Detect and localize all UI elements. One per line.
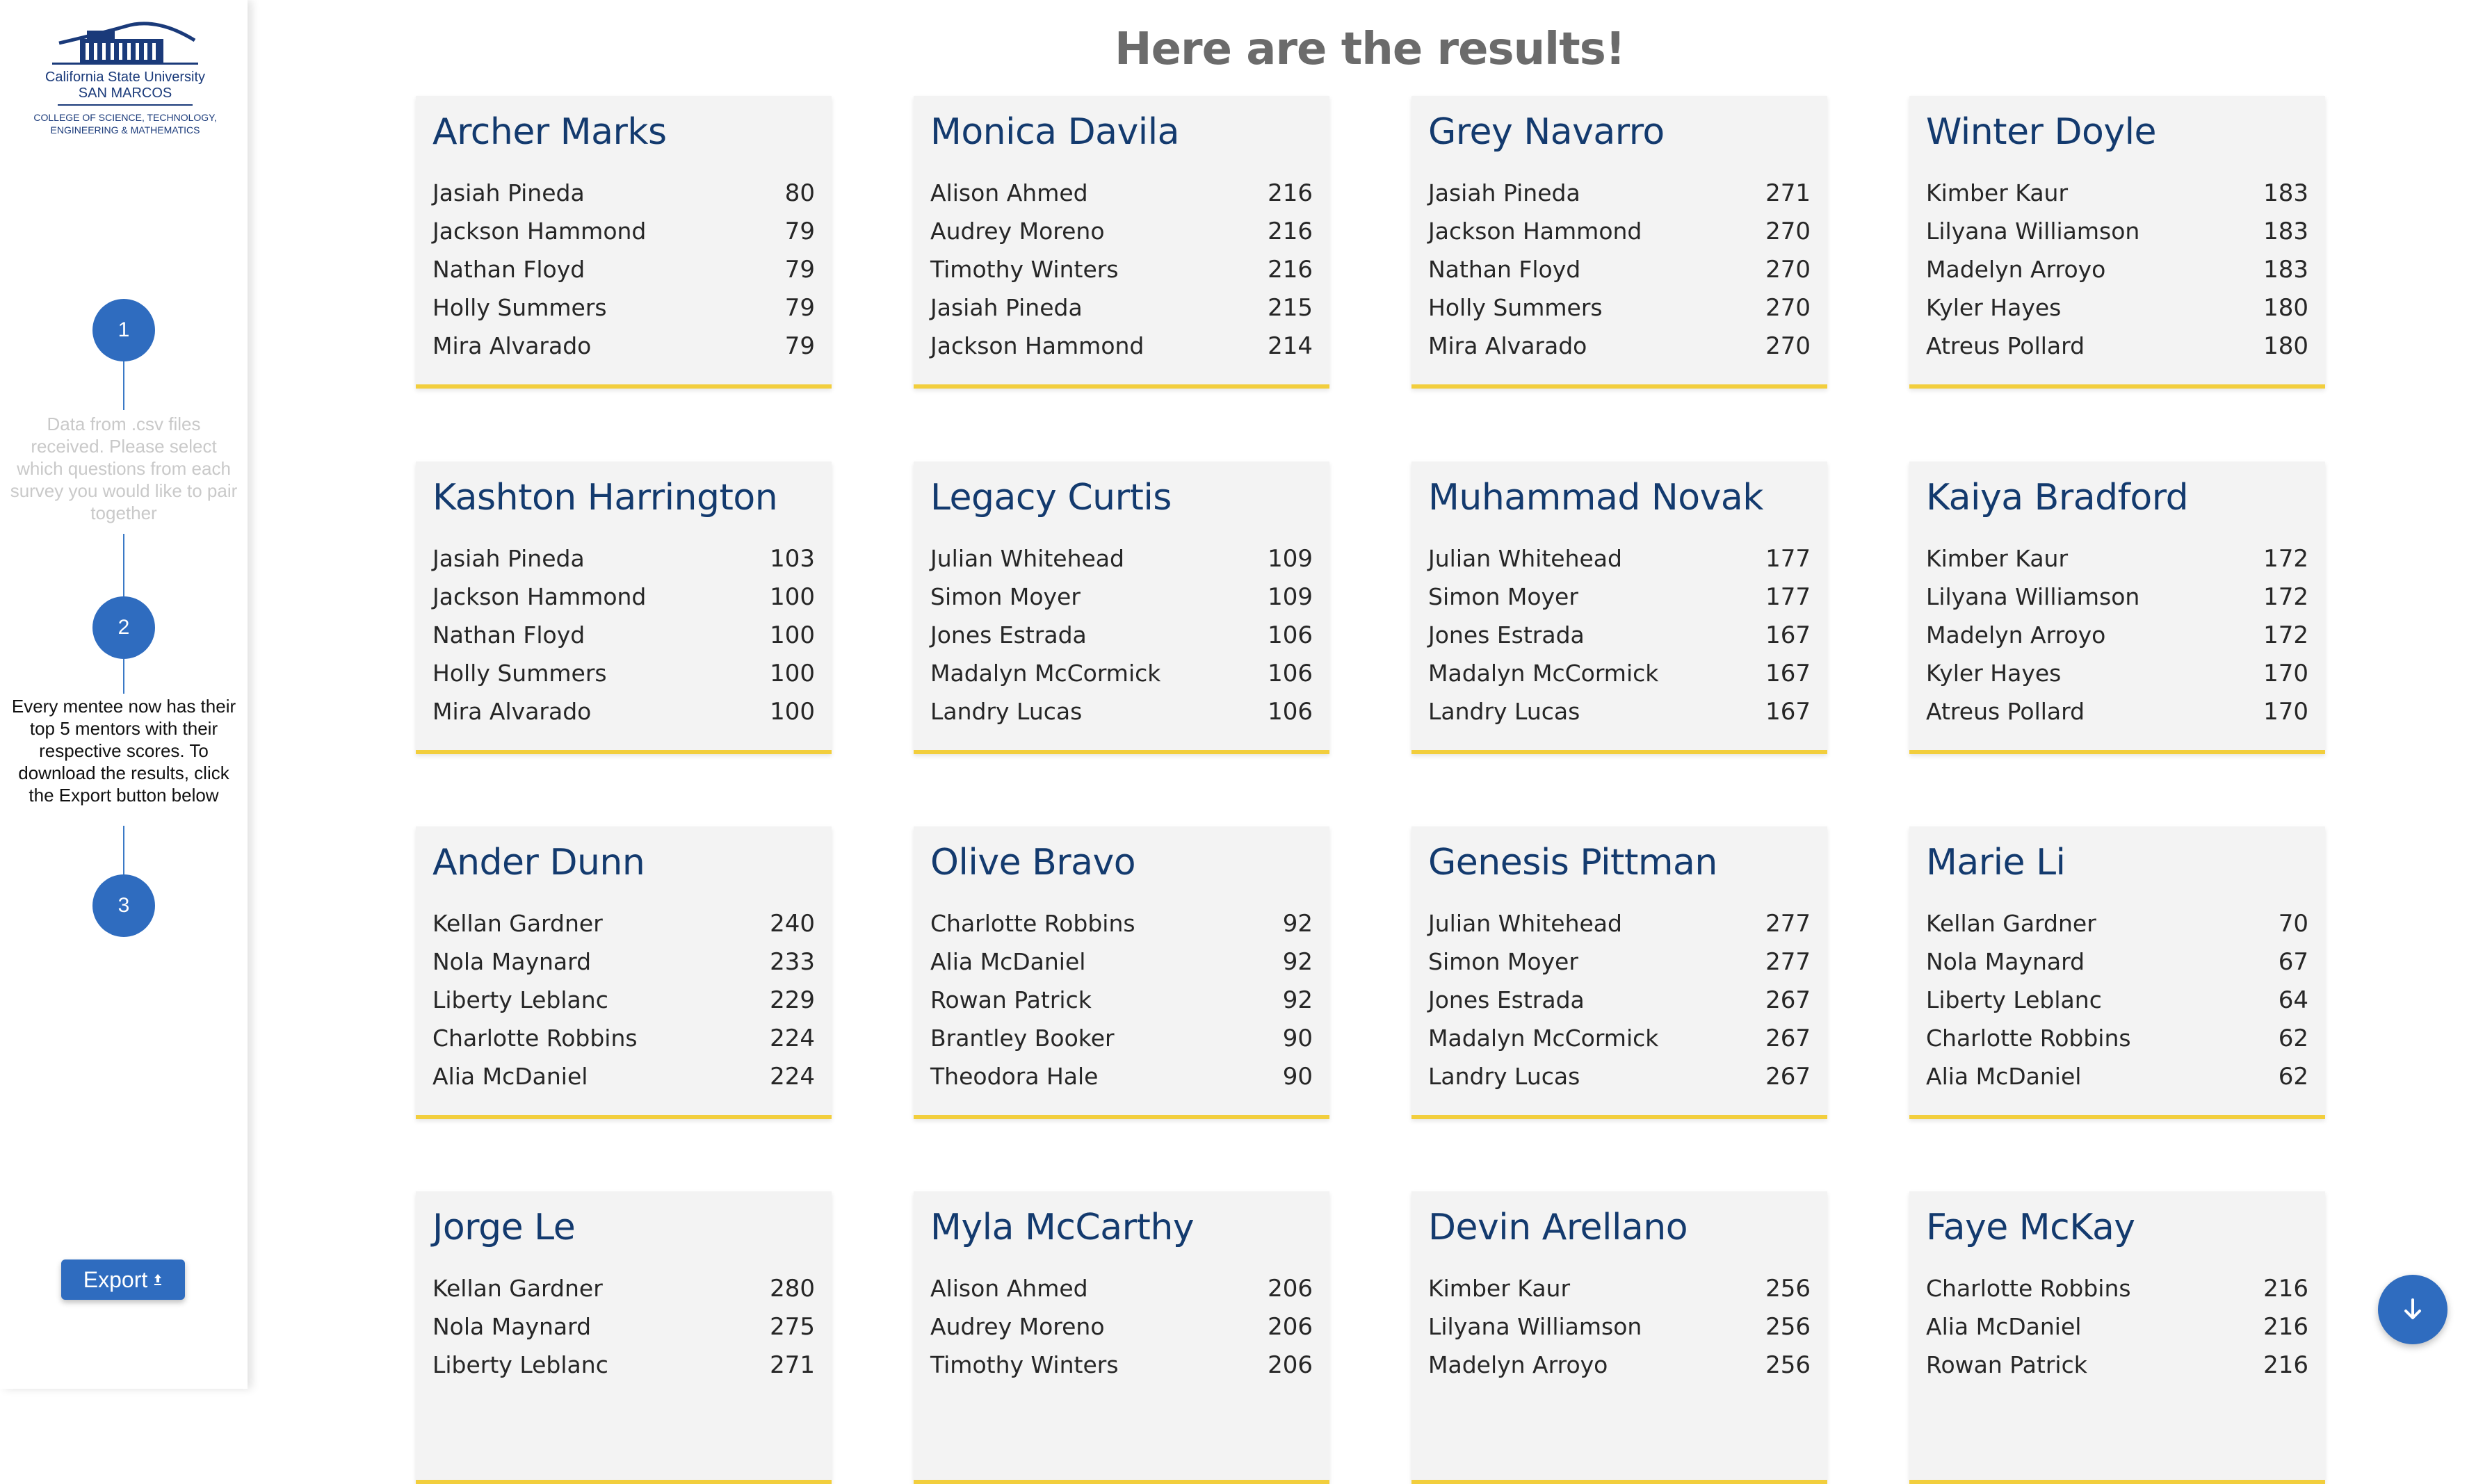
mentor-name: Mira Alvarado bbox=[432, 698, 592, 725]
mentor-score: 215 bbox=[1268, 293, 1313, 322]
mentor-name: Rowan Patrick bbox=[930, 986, 1092, 1013]
mentor-row bbox=[1926, 1269, 2308, 1307]
mentor-score: 90 bbox=[1282, 1024, 1313, 1052]
mentor-row bbox=[1926, 327, 2308, 365]
mentor-name: Nola Maynard bbox=[1926, 948, 2085, 975]
mentor-name: Jasiah Pineda bbox=[930, 294, 1083, 321]
mentor-score: 216 bbox=[1268, 179, 1313, 207]
mentor-row bbox=[1428, 250, 1811, 288]
mentor-name: Jackson Hammond bbox=[930, 332, 1144, 359]
mentor-row bbox=[930, 212, 1313, 250]
mentor-row bbox=[432, 1307, 815, 1346]
mentor-name: Madelyn Arroyo bbox=[1926, 621, 2106, 649]
mentor-score: 167 bbox=[1765, 621, 1811, 649]
mentor-score: 79 bbox=[784, 255, 815, 284]
mentor-score: 183 bbox=[2263, 255, 2308, 284]
mentor-name: Brantley Booker bbox=[930, 1025, 1115, 1052]
mentor-name: Atreus Pollard bbox=[1926, 698, 2085, 725]
mentor-score: 180 bbox=[2263, 293, 2308, 322]
mentor-score: 271 bbox=[770, 1351, 815, 1379]
mentor-score: 256 bbox=[1765, 1312, 1811, 1341]
mentor-score: 270 bbox=[1765, 332, 1811, 360]
mentee-name: Muhammad Novak bbox=[1428, 477, 1763, 519]
mentor-name: Landry Lucas bbox=[1428, 1063, 1580, 1090]
mentor-row bbox=[1428, 1057, 1811, 1095]
mentor-name: Jackson Hammond bbox=[432, 218, 647, 245]
mentor-score: 62 bbox=[2278, 1062, 2308, 1091]
mentor-row bbox=[432, 1019, 815, 1057]
mentor-score: 240 bbox=[770, 909, 815, 938]
mentor-score: 277 bbox=[1765, 909, 1811, 938]
mentor-score: 177 bbox=[1765, 544, 1811, 573]
mentee-card bbox=[1909, 826, 2325, 1119]
mentor-score: 92 bbox=[1282, 909, 1313, 938]
mentor-row bbox=[1428, 327, 1811, 365]
mentee-name: Archer Marks bbox=[432, 111, 667, 153]
mentor-row bbox=[432, 1269, 815, 1307]
step-connector bbox=[123, 826, 124, 874]
mentor-name: Madalyn McCormick bbox=[1428, 1025, 1659, 1052]
mentor-row bbox=[1926, 539, 2308, 578]
mentor-row bbox=[930, 578, 1313, 616]
mentee-name: Winter Doyle bbox=[1926, 111, 2157, 153]
mentor-score: 183 bbox=[2263, 179, 2308, 207]
mentee-card bbox=[416, 826, 832, 1119]
mentor-row bbox=[1926, 904, 2308, 943]
mentor-score: 280 bbox=[770, 1274, 815, 1303]
mentor-score: 256 bbox=[1765, 1274, 1811, 1303]
mentee-card bbox=[416, 462, 832, 754]
mentor-name: Jones Estrada bbox=[1428, 986, 1585, 1013]
mentor-row bbox=[930, 943, 1313, 981]
upload-icon bbox=[153, 1273, 163, 1287]
mentor-row bbox=[1428, 943, 1811, 981]
mentor-name: Madalyn McCormick bbox=[1428, 660, 1659, 687]
mentor-name: Jones Estrada bbox=[1428, 621, 1585, 649]
mentor-score: 92 bbox=[1282, 947, 1313, 976]
mentor-row bbox=[930, 1019, 1313, 1057]
mentor-row bbox=[1926, 288, 2308, 327]
mentor-score: 172 bbox=[2263, 621, 2308, 649]
mentor-score: 270 bbox=[1765, 293, 1811, 322]
mentee-name: Monica Davila bbox=[930, 111, 1180, 153]
mentor-score: 271 bbox=[1765, 179, 1811, 207]
mentor-score: 172 bbox=[2263, 544, 2308, 573]
mentor-row bbox=[432, 943, 815, 981]
mentor-score: 256 bbox=[1765, 1351, 1811, 1379]
mentor-name: Simon Moyer bbox=[930, 583, 1081, 610]
step-1-indicator: 1 bbox=[92, 299, 155, 361]
mentor-name: Madelyn Arroyo bbox=[1428, 1351, 1608, 1378]
mentor-name: Jasiah Pineda bbox=[432, 545, 585, 572]
mentor-score: 64 bbox=[2278, 986, 2308, 1014]
mentor-name: Kyler Hayes bbox=[1926, 660, 2062, 687]
mentor-row bbox=[930, 539, 1313, 578]
step-connector bbox=[123, 534, 124, 596]
sidebar bbox=[0, 0, 248, 1389]
mentor-name: Landry Lucas bbox=[1428, 698, 1580, 725]
mentor-row bbox=[432, 1346, 815, 1384]
mentee-name: Grey Navarro bbox=[1428, 111, 1665, 153]
mentor-name: Charlotte Robbins bbox=[930, 910, 1135, 937]
mentor-name: Alia McDaniel bbox=[432, 1063, 588, 1090]
mentor-row bbox=[1926, 1346, 2308, 1384]
mentor-score: 90 bbox=[1282, 1062, 1313, 1091]
mentor-score: 79 bbox=[784, 217, 815, 245]
mentor-name: Kyler Hayes bbox=[1926, 294, 2062, 321]
mentor-score: 109 bbox=[1268, 544, 1313, 573]
mentee-name: Marie Li bbox=[1926, 842, 2066, 883]
mentor-row bbox=[432, 904, 815, 943]
mentor-score: 206 bbox=[1268, 1274, 1313, 1303]
mentor-row bbox=[432, 288, 815, 327]
mentor-row bbox=[1428, 1269, 1811, 1307]
mentor-row bbox=[1428, 212, 1811, 250]
mentor-row bbox=[1926, 212, 2308, 250]
mentor-score: 216 bbox=[2263, 1274, 2308, 1303]
mentor-score: 216 bbox=[1268, 217, 1313, 245]
mentor-score: 206 bbox=[1268, 1351, 1313, 1379]
mentor-row bbox=[1926, 174, 2308, 212]
mentor-name: Julian Whitehead bbox=[1428, 545, 1622, 572]
mentor-row bbox=[1926, 943, 2308, 981]
mentor-score: 267 bbox=[1765, 1062, 1811, 1091]
campus-logo-icon bbox=[38, 13, 212, 68]
page-title: Here are the results! bbox=[1115, 24, 1625, 75]
mentor-name: Rowan Patrick bbox=[1926, 1351, 2087, 1378]
mentor-name: Lilyana Williamson bbox=[1926, 218, 2140, 245]
mentor-name: Jackson Hammond bbox=[432, 583, 647, 610]
mentor-name: Timothy Winters bbox=[930, 1351, 1119, 1378]
mentor-row bbox=[930, 981, 1313, 1019]
mentor-name: Audrey Moreno bbox=[930, 218, 1105, 245]
mentor-row bbox=[1428, 981, 1811, 1019]
mentor-row bbox=[930, 1346, 1313, 1384]
mentor-row bbox=[1926, 1019, 2308, 1057]
mentor-row bbox=[432, 212, 815, 250]
mentor-name: Atreus Pollard bbox=[1926, 332, 2085, 359]
mentor-row bbox=[1428, 174, 1811, 212]
mentor-score: 233 bbox=[770, 947, 815, 976]
mentor-row bbox=[1926, 692, 2308, 731]
mentor-name: Alison Ahmed bbox=[930, 179, 1088, 206]
mentor-name: Liberty Leblanc bbox=[432, 986, 608, 1013]
mentor-row bbox=[930, 1057, 1313, 1095]
mentor-row bbox=[432, 327, 815, 365]
mentor-score: 103 bbox=[770, 544, 815, 573]
mentee-card bbox=[416, 1191, 832, 1484]
mentor-score: 224 bbox=[770, 1062, 815, 1091]
mentor-name: Kellan Gardner bbox=[432, 1275, 603, 1302]
mentor-score: 106 bbox=[1268, 659, 1313, 687]
mentor-row bbox=[1926, 1307, 2308, 1346]
mentor-score: 106 bbox=[1268, 697, 1313, 726]
mentor-row bbox=[432, 578, 815, 616]
mentor-score: 216 bbox=[1268, 255, 1313, 284]
mentor-name: Kellan Gardner bbox=[1926, 910, 2096, 937]
mentor-name: Nathan Floyd bbox=[432, 621, 585, 649]
mentor-name: Julian Whitehead bbox=[930, 545, 1124, 572]
mentor-row bbox=[930, 654, 1313, 692]
mentor-name: Charlotte Robbins bbox=[1926, 1025, 2131, 1052]
mentor-name: Nola Maynard bbox=[432, 1313, 592, 1340]
mentor-row bbox=[1428, 578, 1811, 616]
mentor-row bbox=[432, 539, 815, 578]
mentor-score: 277 bbox=[1765, 947, 1811, 976]
mentor-row bbox=[1926, 616, 2308, 654]
mentee-card bbox=[1411, 1191, 1827, 1484]
mentor-score: 177 bbox=[1765, 582, 1811, 611]
mentor-score: 216 bbox=[2263, 1312, 2308, 1341]
mentor-row bbox=[930, 1307, 1313, 1346]
mentee-name: Kashton Harrington bbox=[432, 477, 778, 519]
step-1-description: Data from .csv files received. Please select which questions from each survey you would like to pair together bbox=[10, 414, 238, 523]
mentee-card bbox=[1909, 96, 2325, 389]
mentee-name: Jorge Le bbox=[432, 1207, 576, 1248]
mentor-score: 170 bbox=[2263, 659, 2308, 687]
mentor-row bbox=[1926, 250, 2308, 288]
arrow-down-icon bbox=[2401, 1296, 2425, 1323]
mentor-score: 67 bbox=[2278, 947, 2308, 976]
mentor-score: 167 bbox=[1765, 697, 1811, 726]
mentor-row bbox=[1428, 616, 1811, 654]
mentor-score: 100 bbox=[770, 659, 815, 687]
mentor-name: Madelyn Arroyo bbox=[1926, 256, 2106, 283]
mentor-name: Jackson Hammond bbox=[1428, 218, 1642, 245]
mentor-row bbox=[1926, 1057, 2308, 1095]
logo-campus-name: SAN MARCOS bbox=[58, 85, 193, 106]
mentor-score: 100 bbox=[770, 697, 815, 726]
mentor-row bbox=[1926, 578, 2308, 616]
mentor-row bbox=[1428, 1019, 1811, 1057]
mentor-score: 62 bbox=[2278, 1024, 2308, 1052]
mentee-name: Devin Arellano bbox=[1428, 1207, 1688, 1248]
step-connector bbox=[123, 659, 124, 694]
mentee-name: Faye McKay bbox=[1926, 1207, 2135, 1248]
mentee-card bbox=[914, 462, 1329, 754]
mentor-score: 100 bbox=[770, 621, 815, 649]
mentee-name: Legacy Curtis bbox=[930, 477, 1172, 519]
mentor-score: 206 bbox=[1268, 1312, 1313, 1341]
mentor-row bbox=[930, 288, 1313, 327]
step-2-description: Every mentee now has their top 5 mentors with their respective scores. To download the results, click the Export button below bbox=[11, 696, 236, 806]
mentor-name: Jasiah Pineda bbox=[1428, 179, 1580, 206]
step-2-indicator: 2 bbox=[92, 596, 155, 659]
mentor-row bbox=[1428, 904, 1811, 943]
university-logo bbox=[14, 13, 236, 152]
mentor-name: Kimber Kaur bbox=[1926, 545, 2069, 572]
export-button[interactable] bbox=[61, 1259, 185, 1300]
mentor-row bbox=[432, 616, 815, 654]
mentor-name: Nola Maynard bbox=[432, 948, 592, 975]
mentor-name: Charlotte Robbins bbox=[432, 1025, 638, 1052]
mentor-row bbox=[1428, 692, 1811, 731]
mentor-score: 224 bbox=[770, 1024, 815, 1052]
mentor-name: Nathan Floyd bbox=[432, 256, 585, 283]
mentor-row bbox=[432, 250, 815, 288]
mentor-row bbox=[1428, 1346, 1811, 1384]
mentor-name: Landry Lucas bbox=[930, 698, 1083, 725]
mentor-name: Nathan Floyd bbox=[1428, 256, 1581, 283]
mentor-score: 80 bbox=[784, 179, 815, 207]
mentor-name: Alia McDaniel bbox=[1926, 1313, 2082, 1340]
mentor-name: Simon Moyer bbox=[1428, 948, 1578, 975]
mentor-score: 79 bbox=[784, 332, 815, 360]
mentor-row bbox=[432, 174, 815, 212]
mentor-name: Mira Alvarado bbox=[432, 332, 592, 359]
mentor-score: 275 bbox=[770, 1312, 815, 1341]
mentor-row bbox=[432, 654, 815, 692]
mentor-row bbox=[432, 1057, 815, 1095]
mentor-name: Kellan Gardner bbox=[432, 910, 603, 937]
mentor-score: 167 bbox=[1765, 659, 1811, 687]
logo-university-name: California State University bbox=[44, 70, 206, 85]
export-button-label: Export bbox=[83, 1266, 148, 1292]
logo-college-line2: ENGINEERING & MATHEMATICS bbox=[50, 124, 200, 136]
mentor-name: Holly Summers bbox=[432, 294, 607, 321]
mentee-name: Kaiya Bradford bbox=[1926, 477, 2189, 519]
mentor-name: Madalyn McCormick bbox=[930, 660, 1161, 687]
mentor-row bbox=[930, 327, 1313, 365]
mentor-score: 270 bbox=[1765, 255, 1811, 284]
mentor-score: 170 bbox=[2263, 697, 2308, 726]
mentor-name: Julian Whitehead bbox=[1428, 910, 1622, 937]
mentor-row bbox=[1926, 654, 2308, 692]
mentee-name: Olive Bravo bbox=[930, 842, 1136, 883]
mentor-row bbox=[930, 904, 1313, 943]
mentor-row bbox=[930, 1269, 1313, 1307]
mentor-score: 216 bbox=[2263, 1351, 2308, 1379]
mentee-card bbox=[1411, 96, 1827, 389]
mentor-score: 183 bbox=[2263, 217, 2308, 245]
mentee-name: Myla McCarthy bbox=[930, 1207, 1195, 1248]
mentee-card bbox=[1909, 1191, 2325, 1484]
scroll-down-button[interactable] bbox=[2378, 1275, 2448, 1344]
mentor-name: Timothy Winters bbox=[930, 256, 1119, 283]
mentee-name: Genesis Pittman bbox=[1428, 842, 1717, 883]
mentor-name: Jones Estrada bbox=[930, 621, 1087, 649]
mentor-score: 270 bbox=[1765, 217, 1811, 245]
mentee-card bbox=[914, 826, 1329, 1119]
step-connector bbox=[123, 360, 124, 410]
mentor-name: Liberty Leblanc bbox=[432, 1351, 608, 1378]
mentee-card bbox=[914, 1191, 1329, 1484]
mentee-card bbox=[416, 96, 832, 389]
mentee-card bbox=[1411, 462, 1827, 754]
mentor-row bbox=[1428, 288, 1811, 327]
mentor-score: 109 bbox=[1268, 582, 1313, 611]
mentor-name: Charlotte Robbins bbox=[1926, 1275, 2131, 1302]
mentor-name: Kimber Kaur bbox=[1428, 1275, 1571, 1302]
mentor-row bbox=[432, 692, 815, 731]
mentor-score: 214 bbox=[1268, 332, 1313, 360]
mentor-name: Holly Summers bbox=[432, 660, 607, 687]
mentor-name: Lilyana Williamson bbox=[1926, 583, 2140, 610]
mentor-row bbox=[1926, 981, 2308, 1019]
mentor-name: Audrey Moreno bbox=[930, 1313, 1105, 1340]
mentor-score: 70 bbox=[2278, 909, 2308, 938]
mentor-score: 229 bbox=[770, 986, 815, 1014]
mentor-name: Mira Alvarado bbox=[1428, 332, 1587, 359]
mentee-name: Ander Dunn bbox=[432, 842, 645, 883]
mentor-name: Alia McDaniel bbox=[1926, 1063, 2082, 1090]
mentor-row bbox=[1428, 1307, 1811, 1346]
mentor-row bbox=[1428, 654, 1811, 692]
mentor-name: Jasiah Pineda bbox=[432, 179, 585, 206]
mentor-name: Alison Ahmed bbox=[930, 1275, 1088, 1302]
mentor-row bbox=[930, 174, 1313, 212]
mentee-card bbox=[914, 96, 1329, 389]
mentor-name: Alia McDaniel bbox=[930, 948, 1086, 975]
mentor-row bbox=[930, 692, 1313, 731]
mentor-name: Holly Summers bbox=[1428, 294, 1603, 321]
step-3-indicator: 3 bbox=[92, 874, 155, 937]
mentor-name: Kimber Kaur bbox=[1926, 179, 2069, 206]
mentor-row bbox=[930, 250, 1313, 288]
mentor-name: Lilyana Williamson bbox=[1428, 1313, 1642, 1340]
mentor-score: 79 bbox=[784, 293, 815, 322]
logo-college-line1: COLLEGE OF SCIENCE, TECHNOLOGY, bbox=[33, 112, 217, 123]
mentor-row bbox=[432, 981, 815, 1019]
mentee-card bbox=[1909, 462, 2325, 754]
mentor-name: Simon Moyer bbox=[1428, 583, 1578, 610]
mentor-score: 180 bbox=[2263, 332, 2308, 360]
mentor-name: Theodora Hale bbox=[930, 1063, 1099, 1090]
mentor-score: 172 bbox=[2263, 582, 2308, 611]
mentor-row bbox=[1428, 539, 1811, 578]
mentor-row bbox=[930, 616, 1313, 654]
mentee-card bbox=[1411, 826, 1827, 1119]
mentor-score: 267 bbox=[1765, 1024, 1811, 1052]
mentor-score: 106 bbox=[1268, 621, 1313, 649]
mentor-name: Liberty Leblanc bbox=[1926, 986, 2102, 1013]
mentor-score: 100 bbox=[770, 582, 815, 611]
mentor-score: 267 bbox=[1765, 986, 1811, 1014]
mentor-score: 92 bbox=[1282, 986, 1313, 1014]
